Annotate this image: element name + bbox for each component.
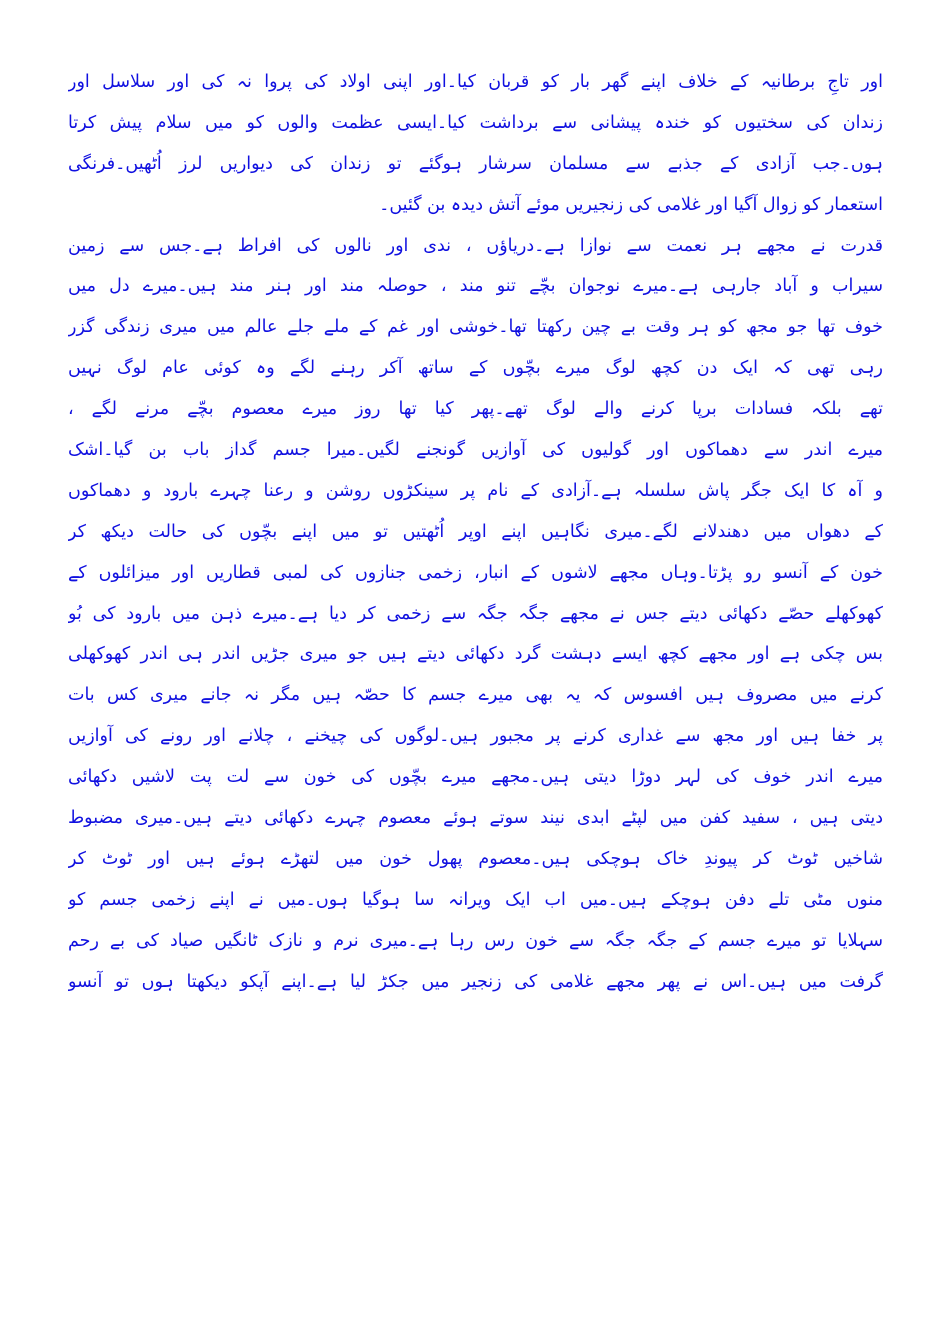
text-line: خون کے آنسو رو پڑتا۔وہاں مجھے لاشوں کے انبار، زخمی جنازوں کی لمبی قطاریں اور میزائلوں کے: [68, 562, 883, 583]
text-line: گرفت میں ہیں۔اس نے پھر مجھے غلامی کی زنجیر میں جکڑ لیا ہے۔اپنے آپکو دیکھتا ہوں تو آنسو: [68, 971, 883, 992]
text-line: خوف تھا جو مجھ کو ہر وقت بے چین رکھتا تھا۔خوشی اور غم کے ملے جلے عالم میں میری زندگی گزر: [68, 317, 883, 338]
text-line: بس چکی ہے اور مجھے کچھ ایسے دہشت گرد دکھائی دیتے ہیں جو میری جڑیں اندر ہی اندر کھوکھلی: [68, 644, 883, 665]
text-line: سہلایا تو میرے جسم کے جگہ جگہ سے خون رس رہا ہے۔میری نرم و نازک ٹانگیں صیاد کی بے رحم: [68, 930, 883, 951]
text-line: اور تاجِ برطانیہ کے خلاف اپنے گھر بار کو قربان کیا۔اور اپنی اولاد کی پروا نہ کی اور سلاسل اور: [68, 72, 883, 92]
text-line: کھوکھلے حصّے دکھائی دیتے جس نے مجھے جگہ جگہ سے زخمی کر دیا ہے۔میرے ذہن میں بارود کی بُو: [68, 603, 883, 624]
text-line: رہی تھی کہ ایک دن کچھ لوگ میرے بچّوں کے ساتھ آکر رہنے لگے وہ کوئی عام لوگ نہیں: [68, 358, 883, 379]
text-line: کے دھواں میں دھندلانے لگے۔میری نگاہیں اپنے اوپر اُٹھتیں تو میں اپنے بچّوں کی حالت دیکھ کر: [68, 521, 883, 542]
text-line: سیراب و آباد جارہی ہے۔میرے نوجوان بچّے تنو مند ، حوصلہ مند اور ہنر مند ہیں۔میرے دل میں: [68, 276, 883, 297]
text-line: زندان کی سختیوں کو خندہ پیشانی سے برداشت کیا۔ایسی عظمت والوں کو میں سلام پیش کرتا: [68, 112, 883, 133]
text-line: پر خفا ہیں اور مجھ سے غداری کرنے پر مجبور ہیں۔لوگوں کی چیخنے ، چلانے اور رونے کی آوازیں: [68, 726, 883, 747]
text-line: منوں مٹی تلے دفن ہوچکے ہیں۔میں اب ایک ویرانہ سا ہوگیا ہوں۔میں نے اپنے زخمی جسم کو: [68, 889, 883, 910]
text-line: تھے بلکہ فسادات برپا کرنے والے لوگ تھے۔پھر کیا تھا روز میرے معصوم بچّے مرنے لگے ،: [68, 399, 883, 420]
urdu-text-body: [68, 62, 883, 1002]
text-line: شاخیں ٹوٹ کر پیوندِ خاک ہوچکی ہیں۔معصوم پھول خون میں لتھڑے ہوئے ہیں اور ٹوٹ کر: [68, 848, 883, 869]
text-line: کرنے میں مصروف ہیں افسوس کہ یہ بھی میرے جسم کا حصّہ ہیں مگر نہ جانے میری کس بات: [68, 685, 883, 706]
text-line: میرے اندر سے دھماکوں اور گولیوں کی آوازیں گونجنے لگیں۔میرا جسم گداز باب بن گیا۔اشک: [68, 440, 883, 461]
text-line: میرے اندر خوف کی لہر دوڑا دیتی ہیں۔مجھے میرے بچّوں کی خون سے لت پت لاشیں دکھائی: [68, 767, 883, 788]
text-line: دیتی ہیں ، سفید کفن میں لپٹے ابدی نیند سوتے ہوئے معصوم چہرے دکھائی دیتے ہیں۔میری مضبوط: [68, 808, 883, 829]
text-line: قدرت نے مجھے ہر نعمت سے نوازا ہے۔دریاؤں ، ندی اور نالوں کی افراط ہے۔جس سے زمین: [68, 235, 883, 256]
paragraph-end-line: استعمار کو زوال آگیا اور غلامی کی زنجیریں موئے آتش دیدہ بن گئیں۔: [379, 194, 883, 215]
text-line: و آہ کا ایک جگر پاش سلسلہ ہے۔آزادی کے نام پر سینکڑوں روشن و رعنا چہرے بارود و دھماکوں: [68, 480, 883, 501]
text-line: ہوں۔جب آزادی کے جذبے سے مسلمان سرشار ہوگئے تو زندان کی دیواریں لرز اُٹھیں۔فرنگی: [68, 153, 883, 174]
